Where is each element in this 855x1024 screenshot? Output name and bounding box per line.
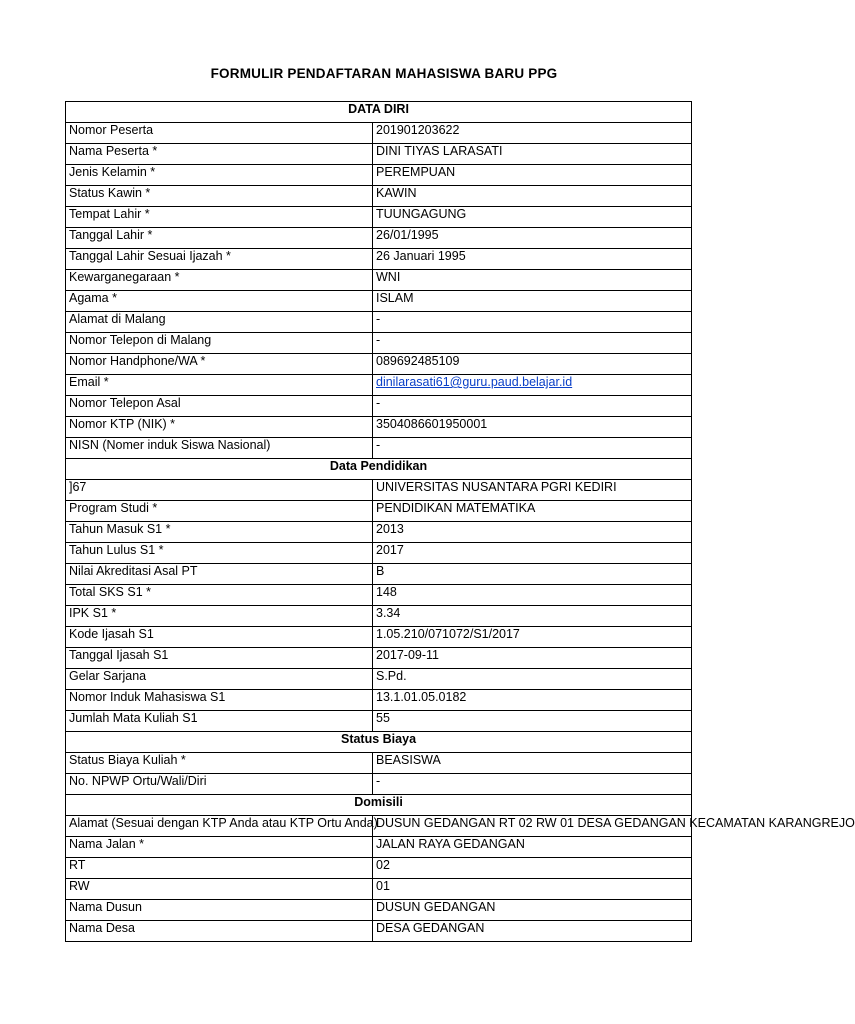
field-value: 201901203622 (373, 123, 692, 144)
field-value: - (373, 396, 692, 417)
field-label: Nomor Handphone/WA * (66, 354, 373, 375)
field-label: Nomor Telepon di Malang (66, 333, 373, 354)
field-value: DESA GEDANGAN (373, 921, 692, 942)
form-row (66, 312, 692, 333)
form-row (66, 228, 692, 249)
field-value: KAWIN (373, 186, 692, 207)
form-row (66, 543, 692, 564)
form-row (66, 921, 692, 942)
form-row (66, 165, 692, 186)
form-row (66, 711, 692, 732)
field-label: Nama Peserta * (66, 144, 373, 165)
field-label: Status Kawin * (66, 186, 373, 207)
field-value: 3504086601950001 (373, 417, 692, 438)
field-label: ]67 (66, 480, 373, 501)
form-row (66, 648, 692, 669)
field-value: 1.05.210/071072/S1/2017 (373, 627, 692, 648)
field-value: 148 (373, 585, 692, 606)
field-label: Nomor Telepon Asal (66, 396, 373, 417)
field-label: Nama Dusun (66, 900, 373, 921)
form-row (66, 375, 692, 396)
form-row (66, 291, 692, 312)
form-row (66, 123, 692, 144)
section-header-row (66, 102, 692, 123)
form-row (66, 690, 692, 711)
form-row (66, 753, 692, 774)
field-label: Tanggal Ijasah S1 (66, 648, 373, 669)
field-value: WNI (373, 270, 692, 291)
field-value: PEREMPUAN (373, 165, 692, 186)
field-value: 3.34 (373, 606, 692, 627)
field-label: Tanggal Lahir Sesuai Ijazah * (66, 249, 373, 270)
field-label: Email * (66, 375, 373, 396)
field-value (373, 375, 692, 396)
form-row (66, 480, 692, 501)
field-label: No. NPWP Ortu/Wali/Diri (66, 774, 373, 795)
form-row (66, 858, 692, 879)
field-label: Status Biaya Kuliah * (66, 753, 373, 774)
field-label: Program Studi * (66, 501, 373, 522)
form-row (66, 354, 692, 375)
field-value: B (373, 564, 692, 585)
form-row (66, 396, 692, 417)
form-row (66, 606, 692, 627)
field-value: - (373, 333, 692, 354)
form-row (66, 564, 692, 585)
form-row (66, 585, 692, 606)
field-value: 2013 (373, 522, 692, 543)
field-label: Jumlah Mata Kuliah S1 (66, 711, 373, 732)
field-value: UNIVERSITAS NUSANTARA PGRI KEDIRI (373, 480, 692, 501)
field-value: - (373, 438, 692, 459)
form-row (66, 333, 692, 354)
section-heading: DATA DIRI (66, 102, 692, 123)
field-value: 01 (373, 879, 692, 900)
form-row (66, 249, 692, 270)
field-label: Nomor KTP (NIK) * (66, 417, 373, 438)
form-row (66, 438, 692, 459)
field-label: Agama * (66, 291, 373, 312)
form-row (66, 417, 692, 438)
field-label: NISN (Nomer induk Siswa Nasional) (66, 438, 373, 459)
form-row (66, 837, 692, 858)
field-label: Kewarganegaraan * (66, 270, 373, 291)
field-value: 2017 (373, 543, 692, 564)
section-header-row (66, 732, 692, 753)
field-label: Total SKS S1 * (66, 585, 373, 606)
form-row (66, 669, 692, 690)
field-label: Tahun Lulus S1 * (66, 543, 373, 564)
form-body (66, 102, 855, 942)
field-value: TUUNGAGUNG (373, 207, 692, 228)
section-heading: Data Pendidikan (66, 459, 692, 480)
section-header-row (66, 459, 692, 480)
field-label: Nama Desa (66, 921, 373, 942)
field-value: ISLAM (373, 291, 692, 312)
field-value: DUSUN GEDANGAN (373, 900, 692, 921)
field-value: 26 Januari 1995 (373, 249, 692, 270)
field-label: Tahun Masuk S1 * (66, 522, 373, 543)
field-label: Nilai Akreditasi Asal PT (66, 564, 373, 585)
section-heading: Domisili (66, 795, 692, 816)
section-heading: Status Biaya (66, 732, 692, 753)
field-label: Nomor Peserta (66, 123, 373, 144)
form-row (66, 627, 692, 648)
field-value: - (373, 312, 692, 333)
field-label: IPK S1 * (66, 606, 373, 627)
field-label: RT (66, 858, 373, 879)
form-title: FORMULIR PENDAFTARAN MAHASISWA BARU PPG (210, 66, 558, 81)
field-value: DINI TIYAS LARASATI (373, 144, 692, 165)
field-label: Tempat Lahir * (66, 207, 373, 228)
field-value: BEASISWA (373, 753, 692, 774)
form-row (66, 207, 692, 228)
field-value: 13.1.01.05.0182 (373, 690, 692, 711)
registration-form-table (65, 101, 855, 942)
form-row (66, 816, 692, 837)
email-link[interactable]: dinilarasati61@guru.paud.belajar.id (376, 375, 573, 389)
field-label: Kode Ijasah S1 (66, 627, 373, 648)
field-label: Gelar Sarjana (66, 669, 373, 690)
field-value: DUSUN GEDANGAN RT 02 RW 01 DESA GEDANGAN KECAMATAN KARANGREJO (373, 816, 692, 837)
field-label: Tanggal Lahir * (66, 228, 373, 249)
field-label: Jenis Kelamin * (66, 165, 373, 186)
form-row (66, 900, 692, 921)
field-label: Alamat (Sesuai dengan KTP Anda atau KTP Ortu Anda) (66, 816, 373, 837)
form-row (66, 501, 692, 522)
field-value: JALAN RAYA GEDANGAN (373, 837, 692, 858)
form-row (66, 774, 692, 795)
field-value: 26/01/1995 (373, 228, 692, 249)
field-value: 02 (373, 858, 692, 879)
field-value: - (373, 774, 692, 795)
form-row (66, 186, 692, 207)
form-row (66, 879, 692, 900)
form-row (66, 522, 692, 543)
section-header-row (66, 795, 692, 816)
field-value: S.Pd. (373, 669, 692, 690)
field-label: Nomor Induk Mahasiswa S1 (66, 690, 373, 711)
field-label: RW (66, 879, 373, 900)
field-label: Nama Jalan * (66, 837, 373, 858)
form-row (66, 270, 692, 291)
field-value: PENDIDIKAN MATEMATIKA (373, 501, 692, 522)
field-value: 55 (373, 711, 692, 732)
field-value: 089692485109 (373, 354, 692, 375)
field-value: 2017-09-11 (373, 648, 692, 669)
form-row (66, 144, 692, 165)
field-label: Alamat di Malang (66, 312, 373, 333)
